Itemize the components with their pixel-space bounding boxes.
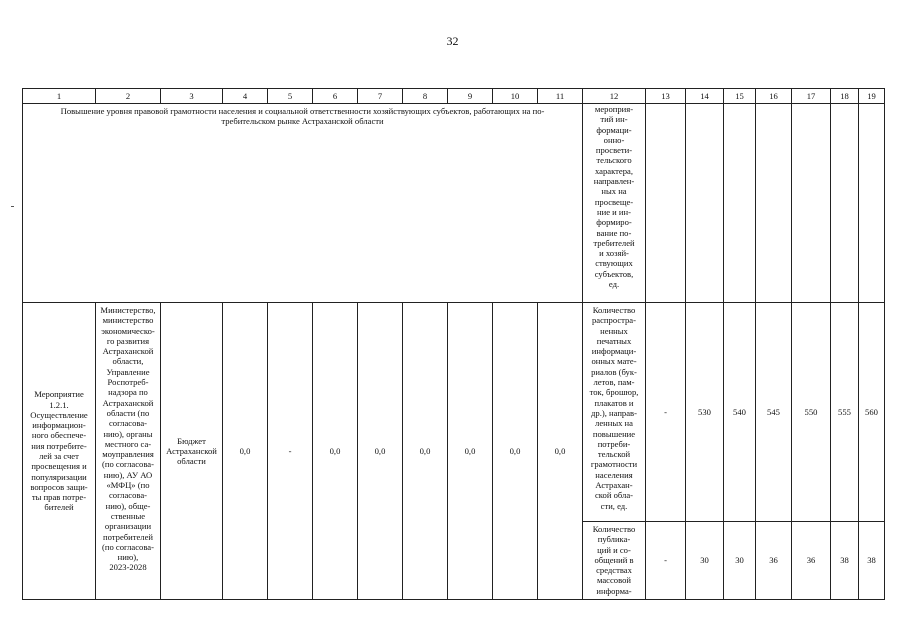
scan-mark <box>11 206 14 207</box>
col-header: 14 <box>686 89 724 104</box>
indicator-name: Количество публика- ций и со- общений в средствах массовой информа- <box>583 522 646 600</box>
col-header: 17 <box>792 89 831 104</box>
section-row <box>23 104 885 303</box>
indicator-value: 36 <box>792 522 831 600</box>
value-cell: 0,0 <box>448 303 493 600</box>
indicator-value: 545 <box>756 303 792 522</box>
indicator-value: 555 <box>831 303 859 522</box>
value-cell: 0,0 <box>538 303 583 600</box>
section-indicator-tail: мероприя- тий ин- формаци- онно- просвети- тельского характера, направлен- ных на просвеще- ние и ин- формиро- вание по- требителей и хозяй- ствующих субъектов, ед. <box>583 104 646 303</box>
col-header: 3 <box>161 89 223 104</box>
activity-row <box>23 303 885 522</box>
col-header: 4 <box>223 89 268 104</box>
activity-executors: Министерство, министерство экономическо- го развития Астраханской области, Управление Роспотреб- надзора по Астраханской области (по согласова- нию), органы местного са- моуправления (по согласова- нию), АУ АО «МФЦ» (по согласова- нию), обще- ственные организации потребителей (по согласова- нию), 2023-2028 <box>96 303 161 600</box>
value-cell: 0,0 <box>223 303 268 600</box>
empty-cell <box>686 104 724 303</box>
col-header: 7 <box>358 89 403 104</box>
program-table <box>22 88 885 600</box>
col-header: 13 <box>646 89 686 104</box>
indicator-value: 38 <box>831 522 859 600</box>
funding-source: Бюджет Астраханской области <box>161 303 223 600</box>
value-cell: 0,0 <box>358 303 403 600</box>
col-header: 9 <box>448 89 493 104</box>
col-header: 2 <box>96 89 161 104</box>
indicator-value: - <box>646 522 686 600</box>
value-cell: 0,0 <box>403 303 448 600</box>
col-header: 8 <box>403 89 448 104</box>
empty-cell <box>646 104 686 303</box>
indicator-value: 36 <box>756 522 792 600</box>
col-header: 11 <box>538 89 583 104</box>
col-header: 5 <box>268 89 313 104</box>
indicator-value: 530 <box>686 303 724 522</box>
col-header: 1 <box>23 89 96 104</box>
empty-cell <box>724 104 756 303</box>
value-cell: 0,0 <box>313 303 358 600</box>
col-header: 16 <box>756 89 792 104</box>
indicator-value: 30 <box>724 522 756 600</box>
indicator-value: 30 <box>686 522 724 600</box>
section-title: Повышение уровня правовой грамотности населения и социальной ответственности хозяйствующих субъектов, работающих на по- требительском рынке Астраханской области <box>23 104 583 303</box>
col-header: 6 <box>313 89 358 104</box>
empty-cell <box>756 104 792 303</box>
empty-cell <box>792 104 831 303</box>
page-number: 32 <box>446 34 459 48</box>
empty-cell <box>859 104 885 303</box>
indicator-value: 560 <box>859 303 885 522</box>
value-cell: - <box>268 303 313 600</box>
column-number-row <box>23 89 885 104</box>
col-header: 15 <box>724 89 756 104</box>
indicator-value: - <box>646 303 686 522</box>
value-cell: 0,0 <box>493 303 538 600</box>
indicator-value: 540 <box>724 303 756 522</box>
col-header: 12 <box>583 89 646 104</box>
activity-name: Мероприятие 1.2.1. Осуществление информацион- ного обеспече- ния потребите- лей за счет просвещения и популяризации вопросов защи- ты прав потре- бителей <box>23 303 96 600</box>
col-header: 19 <box>859 89 885 104</box>
empty-cell <box>831 104 859 303</box>
col-header: 18 <box>831 89 859 104</box>
indicator-value: 38 <box>859 522 885 600</box>
indicator-value: 550 <box>792 303 831 522</box>
col-header: 10 <box>493 89 538 104</box>
indicator-name: Количество распростра- ненных печатных информаци- онных мате- риалов (бук- летов, пам- ток, брошюр, плакатов и др.), направ- ленных на повышение потреби- тельской грамотности населения Астрахан- ской обла- сти, ед. <box>583 303 646 522</box>
